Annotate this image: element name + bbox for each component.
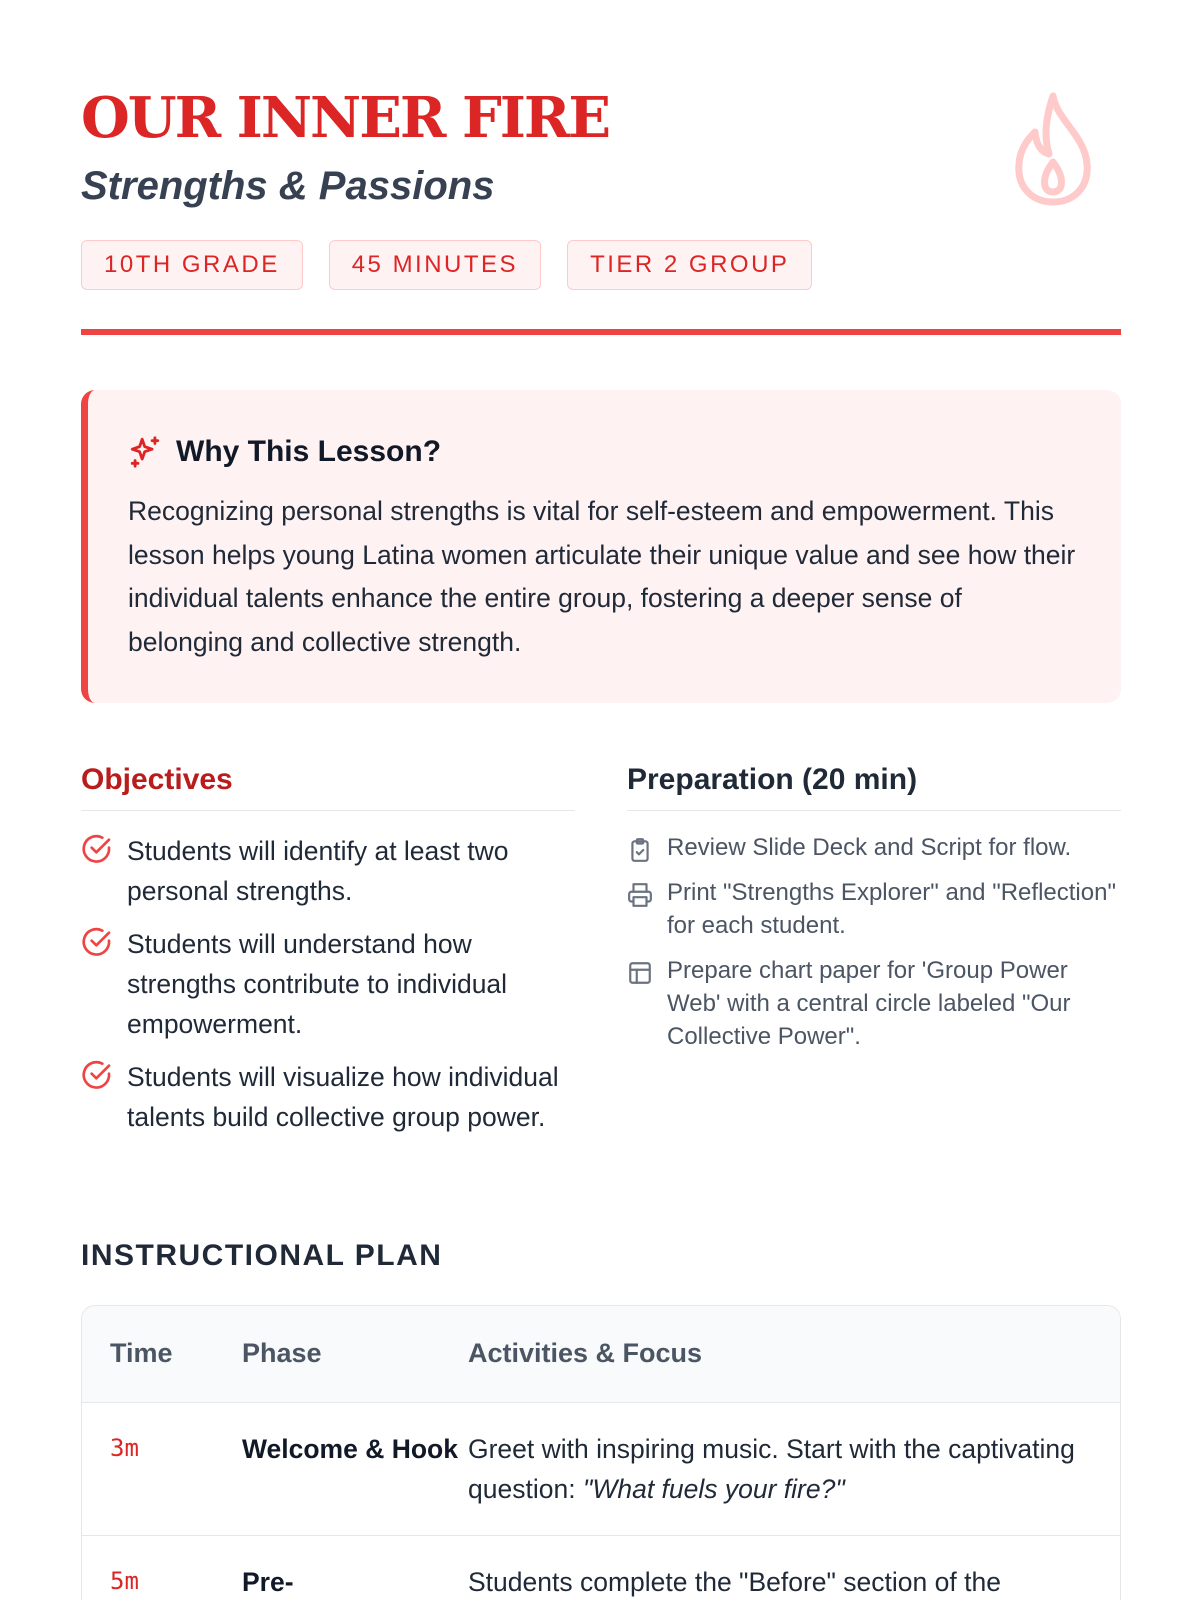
column-header-activities: Activities & Focus xyxy=(468,1306,1120,1402)
row-phase: Pre- xyxy=(242,1566,294,1597)
printer-icon xyxy=(627,882,653,908)
preparation-title: Preparation (20 min) xyxy=(627,760,1121,811)
why-body: Recognizing personal strengths is vital for self-esteem and empowerment. This lesson helps young Latina women articulate their unique value and see how their individual talents enhance the entire group, fostering a deeper sense of belonging and collective strength. xyxy=(128,496,1076,657)
row-activity-question: "What fuels your fire?" xyxy=(582,1473,845,1504)
list-item xyxy=(81,1057,575,1137)
list-item xyxy=(81,831,575,911)
why-title: Why This Lesson? xyxy=(176,435,442,468)
flame-icon xyxy=(1003,90,1103,210)
table-row xyxy=(82,1535,1120,1600)
sparkles-icon xyxy=(128,435,162,469)
objective-text: Students will understand how strengths contribute to individual empowerment. xyxy=(127,929,508,1039)
page-subtitle: Strengths & Passions xyxy=(81,164,495,208)
preparation-text: Prepare chart paper for 'Group Power Web' with a central circle labeled "Our Collective Power". xyxy=(667,957,1071,1050)
why-this-lesson-card xyxy=(81,390,1121,703)
check-circle-icon xyxy=(81,833,113,865)
check-circle-icon xyxy=(81,1059,113,1091)
preparation-list xyxy=(627,831,1121,1053)
column-header-time: Time xyxy=(82,1306,242,1402)
list-item xyxy=(81,924,575,1044)
column-header-phase: Phase xyxy=(242,1306,468,1402)
instructional-plan-title: INSTRUCTIONAL PLAN xyxy=(81,1239,443,1272)
row-time: 3m xyxy=(110,1433,139,1462)
objective-text: Students will identify at least two personal strengths. xyxy=(127,836,509,906)
clipboard-icon xyxy=(627,837,653,863)
why-header xyxy=(128,434,1081,470)
tag-duration: 45 MINUTES xyxy=(329,240,541,290)
list-item xyxy=(627,954,1121,1053)
row-time: 5m xyxy=(110,1566,139,1595)
table-row xyxy=(82,1402,1120,1535)
layout-icon xyxy=(627,960,653,986)
preparation-section xyxy=(627,760,1121,1065)
check-circle-icon xyxy=(81,926,113,958)
tag-grade: 10TH GRADE xyxy=(81,240,303,290)
objectives-section xyxy=(81,760,575,1150)
table-header-row xyxy=(82,1306,1120,1402)
objectives-list xyxy=(81,831,575,1137)
objectives-title: Objectives xyxy=(81,760,575,811)
instructional-plan-table xyxy=(81,1305,1121,1600)
lesson-tags xyxy=(81,240,812,290)
list-item xyxy=(627,876,1121,942)
preparation-text: Review Slide Deck and Script for flow. xyxy=(667,834,1072,861)
row-activity: Greet with inspiring music. Start with the captivating question: "What fuels your fire?" xyxy=(468,1433,1075,1504)
tag-tier: TIER 2 GROUP xyxy=(567,240,812,290)
objective-text: Students will visualize how individual talents build collective group power. xyxy=(127,1062,559,1132)
header-divider xyxy=(81,329,1121,335)
row-phase: Welcome & Hook xyxy=(242,1433,458,1464)
list-item xyxy=(627,831,1121,864)
row-activity: Students complete the "Before" section of the xyxy=(468,1566,1001,1597)
preparation-text: Print "Strengths Explorer" and "Reflection" for each student. xyxy=(667,879,1116,939)
page-title: OUR INNER FIRE xyxy=(81,85,610,151)
